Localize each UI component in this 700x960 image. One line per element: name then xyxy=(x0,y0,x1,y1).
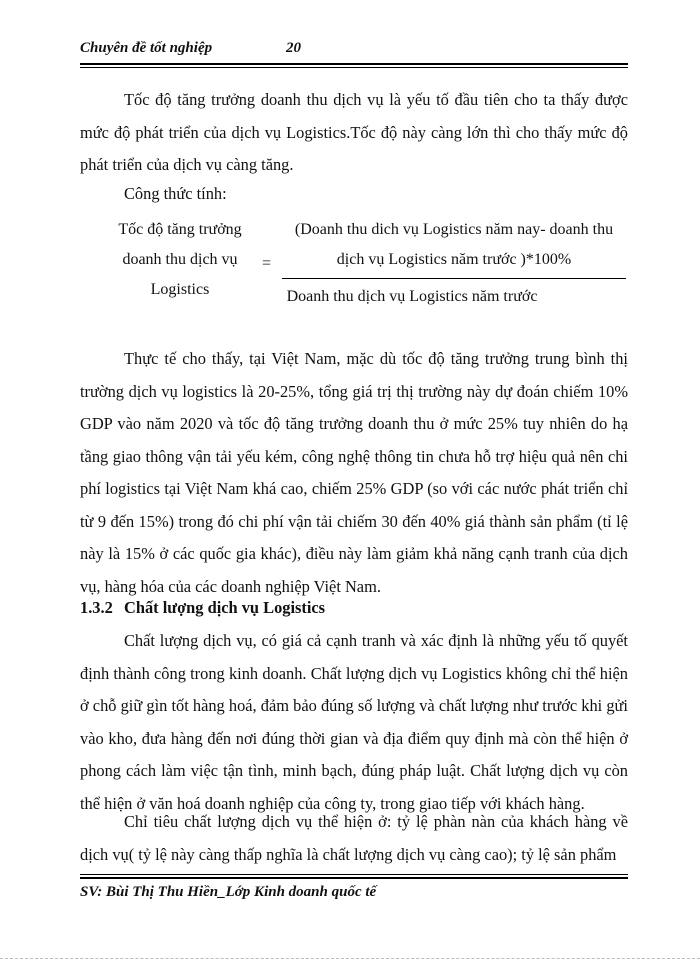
formula-left-line-2: doanh thu dịch vụ xyxy=(122,251,238,268)
formula-equals: = xyxy=(262,255,272,272)
section-title: Chất lượng dịch vụ Logistics xyxy=(124,598,326,617)
header-title: Chuyên đề tốt nghiệp xyxy=(80,40,213,56)
formula-left-line-1: Tốc độ tăng trưởng xyxy=(118,221,242,238)
vietnam-paragraph: Thực tế cho thấy, tại Việt Nam, mặc dù tốc độ tăng trưởng trung bình thị trường dịch vụ logistics là 20-25%, tổng giá trị thị trường này dự đoán chiếm 10% GDP vào năm 2020 và tốc độ tăng trưởng doanh thu ở mức 25% tuy nhiên do hạ tầng giao thông vận tải yếu kém, công nghệ thông tin chưa hỗ trợ hiệu quả nên chi phí logistics tại Việt Nam khá cao, chiếm 25% GDP (so với các nước phát triển chỉ từ 9 đến 15%) trong đó chi phí vận tải chiếm 30 đến 40% giá thành sản phẩm (tỉ lệ này là 15% ở các quốc gia khác), điều này làm giảm khả năng cạnh tranh của dịch vụ, hàng hóa của các doanh nghiệp Việt Nam. xyxy=(80,349,628,596)
footer-text: SV: Bùi Thị Thu Hiền_Lớp Kinh doanh quốc tế xyxy=(80,884,377,900)
footer-rule xyxy=(80,877,628,879)
formula-label: Công thức tính: xyxy=(124,184,227,203)
formula-left-line-3: Logistics xyxy=(150,281,210,298)
footer-rule-thin xyxy=(80,874,628,875)
indicators-paragraph: Chỉ tiêu chất lượng dịch vụ thể hiện ở: tỷ lệ phàn nàn của khách hàng về dịch vụ( tỷ lệ này càng thấp nghĩa là chất lượng dịch vụ càng cao); tỷ lệ sản phẩm xyxy=(80,812,628,864)
fraction-line xyxy=(282,278,626,279)
formula-numerator-line-1: (Doanh thu dich vụ Logistics năm nay- doanh thu xyxy=(294,221,614,238)
header-rule-thin xyxy=(80,67,628,68)
formula-denominator: Doanh thu dịch vụ Logistics năm trước xyxy=(286,288,538,305)
formula-numerator-line-2: dịch vụ Logistics năm trước )*100% xyxy=(336,251,572,268)
intro-paragraph: Tốc độ tăng trưởng doanh thu dịch vụ là yếu tố đầu tiên cho ta thấy được mức độ phát triển của dịch vụ Logistics.Tốc độ này càng lớn thì cho thấy mức độ phát triển của dịch vụ càng tăng. xyxy=(80,90,628,174)
page-edge xyxy=(0,958,700,959)
section-heading xyxy=(80,598,325,618)
page-number: 20 xyxy=(286,40,301,56)
header-rule xyxy=(80,63,628,65)
page-header xyxy=(80,40,628,64)
quality-paragraph: Chất lượng dịch vụ, có giá cả cạnh tranh và xác định là những yếu tố quyết định thành công trong kinh doanh. Chất lượng dịch vụ Logistics không chỉ thể hiện ở chỗ giữ gìn tốt hàng hoá, đảm bảo đúng số lượng và chất lượng như trước khi gửi vào kho, đưa hàng đến nơi đúng thời gian và địa điểm quy định mà còn thể hiện ở phong cách làm việc tận tình, minh bạch, đúng pháp luật. Chất lượng dịch vụ còn thể hiện ở văn hoá doanh nghiệp của công ty, trong giao tiếp với khách hàng. xyxy=(80,631,628,813)
section-number: 1.3.2 xyxy=(80,598,113,617)
